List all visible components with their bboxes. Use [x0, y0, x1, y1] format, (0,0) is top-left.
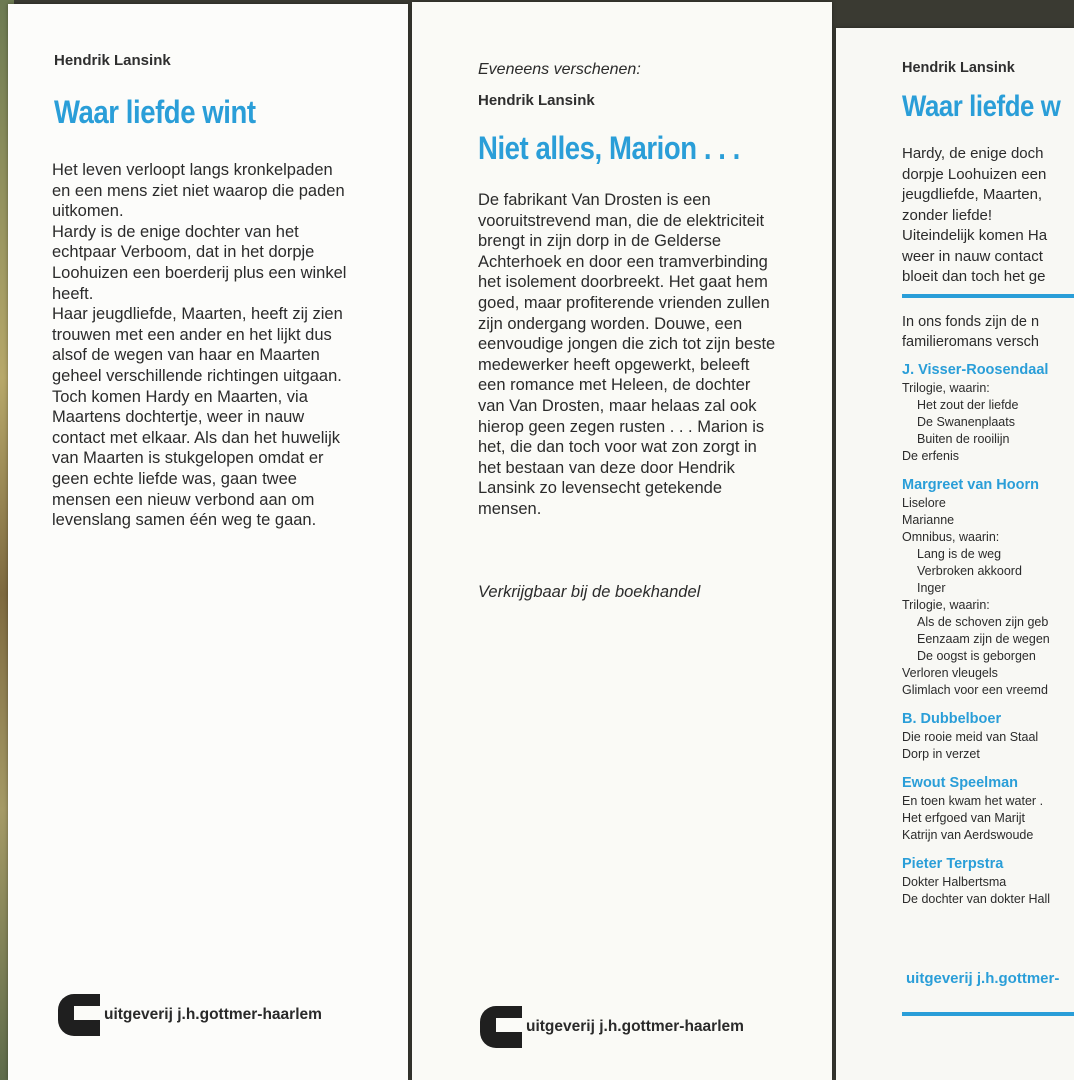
- catalogue-title: Omnibus, waarin:: [902, 530, 1000, 544]
- description-paragraph: Toch komen Hardy en Maarten, via Maartens dochtertje, weer in nauw contact met elkaar. Als dan het huwelijk van Maarten is stukgelopen omdat er geen echte liefde was, gaan twee mensen een nieuw verbond aan om levenslang samen één weg te gaan.: [52, 387, 340, 530]
- author-catalogue: [902, 350, 1074, 908]
- catalogue-author-block: [902, 856, 1074, 908]
- publisher-logo-icon: [480, 1006, 522, 1048]
- description-paragraph: Hardy is de enige dochter van het echtpaar Verboom, dat in het dorpje Loohuizen een boerderij plus een winkel heeft.: [52, 222, 347, 303]
- availability-note: Verkrijgbaar bij de boekhandel: [478, 583, 701, 601]
- publisher-imprint: [480, 1006, 744, 1048]
- book-flap-right: [836, 28, 1074, 1080]
- catalogue-title: Marianne: [902, 513, 955, 527]
- catalogue-title: De erfenis: [902, 449, 959, 463]
- author-name: Hendrik Lansink: [902, 60, 1015, 76]
- description-line: Uiteindelijk komen Ha: [902, 227, 1048, 244]
- author-name: Hendrik Lansink: [54, 52, 171, 69]
- fonds-line: In ons fonds zijn de n: [902, 314, 1040, 330]
- catalogue-title: Die rooie meid van Staal: [902, 730, 1039, 744]
- catalogue-title: Trilogie, waarin:: [902, 381, 990, 395]
- catalogue-title: Glimlach voor een vreemd: [902, 683, 1048, 697]
- description-paragraph: Haar jeugdliefde, Maarten, heeft zij zien trouwen met een ander en het lijkt dus alsof de wegen van haar en Maarten geheel verschillende richtingen uitgaan.: [52, 305, 343, 385]
- catalogue-author-name: Pieter Terpstra: [902, 856, 1004, 872]
- divider-rule: [902, 294, 1074, 298]
- description-line: jeugdliefde, Maarten,: [902, 186, 1043, 203]
- description-line: zonder liefde!: [902, 206, 993, 224]
- catalogue-author-block: [902, 775, 1074, 844]
- catalogue-title: En toen kwam het water .: [902, 794, 1044, 808]
- catalogue-author-name: B. Dubbelboer: [902, 711, 1002, 727]
- catalogue-title: Buiten de rooilijn: [917, 432, 1010, 446]
- description-paragraph: Het leven verloopt langs kronkelpaden en een mens ziet niet waarop die paden uitkomen.: [52, 161, 345, 221]
- book-flap-left: [8, 4, 408, 1080]
- description-line: dorpje Loohuizen een: [902, 165, 1047, 183]
- also-published-label: Eveneens verschenen:: [478, 61, 641, 78]
- catalogue-title: De Swanenplaats: [917, 415, 1015, 429]
- catalogue-title: De dochter van dokter Hall: [902, 892, 1050, 906]
- book-description: [902, 144, 1074, 288]
- divider-rule: [902, 1012, 1074, 1016]
- description-line: Hardy, de enige doch: [902, 145, 1044, 162]
- book-title: Waar liefde w: [902, 90, 1061, 123]
- catalogue-author-name: Margreet van Hoorn: [902, 477, 1039, 493]
- catalogue-author-name: J. Visser-Roosendaal: [902, 362, 1049, 378]
- fonds-line: familieromans versch: [902, 334, 1039, 350]
- book-flap-middle: [412, 2, 832, 1080]
- publisher-name: uitgeverij j.h.gottmer-haarlem: [526, 1018, 744, 1035]
- book-title: Waar liefde wint: [54, 94, 256, 130]
- book-title: Niet alles, Marion . . .: [478, 130, 740, 166]
- catalogue-title: Eenzaam zijn de wegen: [917, 632, 1050, 646]
- catalogue-title: Het erfgoed van Marijt: [902, 811, 1025, 825]
- author-name: Hendrik Lansink: [478, 92, 595, 109]
- catalogue-title: Verloren vleugels: [902, 666, 998, 680]
- publisher-name: uitgeverij j.h.gottmer-: [906, 970, 1060, 987]
- catalogue-title: De oogst is geborgen: [917, 649, 1036, 663]
- catalogue-title: Katrijn van Aerdswoude: [902, 828, 1034, 842]
- catalogue-title: Dorp in verzet: [902, 747, 980, 761]
- catalogue-title: Lang is de weg: [917, 547, 1002, 561]
- publisher-logo-icon: [58, 994, 100, 1036]
- book-description: De fabrikant Van Drosten is een vooruitstrevend man, die de elektriciteit brengt in zijn dorp in de Gelderse Achterhoek en door een tramverbinding het isolement doorbreekt. Het gaat hem goed, maar profiterende vrienden zullen zijn ondergang worden. Douwe, een eenvoudige jongen die zich tot zijn beste medewerker heeft opgewerkt, beleeft een romance met Heleen, de dochter van Van Drosten, maar helaas zal ook hierop geen zegen rusten . . . Marion is het, die dan toch voor wat zon zorgt in het bestaan van deze door Hendrik Lansink zo levensecht getekende mensen.: [478, 191, 776, 518]
- catalogue-author-block: [902, 362, 1074, 465]
- catalogue-title: Inger: [917, 581, 946, 595]
- publisher-imprint: [58, 994, 322, 1036]
- catalogue-title: Liselore: [902, 496, 946, 510]
- catalogue-title: Trilogie, waarin:: [902, 598, 990, 612]
- catalogue-author-block: [902, 711, 1074, 763]
- catalogue-title: Dokter Halbertsma: [902, 875, 1007, 889]
- catalogue-title: Als de schoven zijn geb: [917, 615, 1049, 629]
- catalogue-author-block: [902, 477, 1074, 699]
- fonds-intro: [902, 312, 1074, 352]
- catalogue-title: Het zout der liefde: [917, 398, 1019, 412]
- book-description: [52, 160, 352, 531]
- catalogue-author-name: Ewout Speelman: [902, 775, 1019, 791]
- description-line: weer in nauw contact: [902, 247, 1043, 265]
- description-line: bloeit dan toch het ge: [902, 268, 1046, 285]
- publisher-name: uitgeverij j.h.gottmer-haarlem: [104, 1006, 322, 1023]
- catalogue-title: Verbroken akkoord: [917, 564, 1022, 578]
